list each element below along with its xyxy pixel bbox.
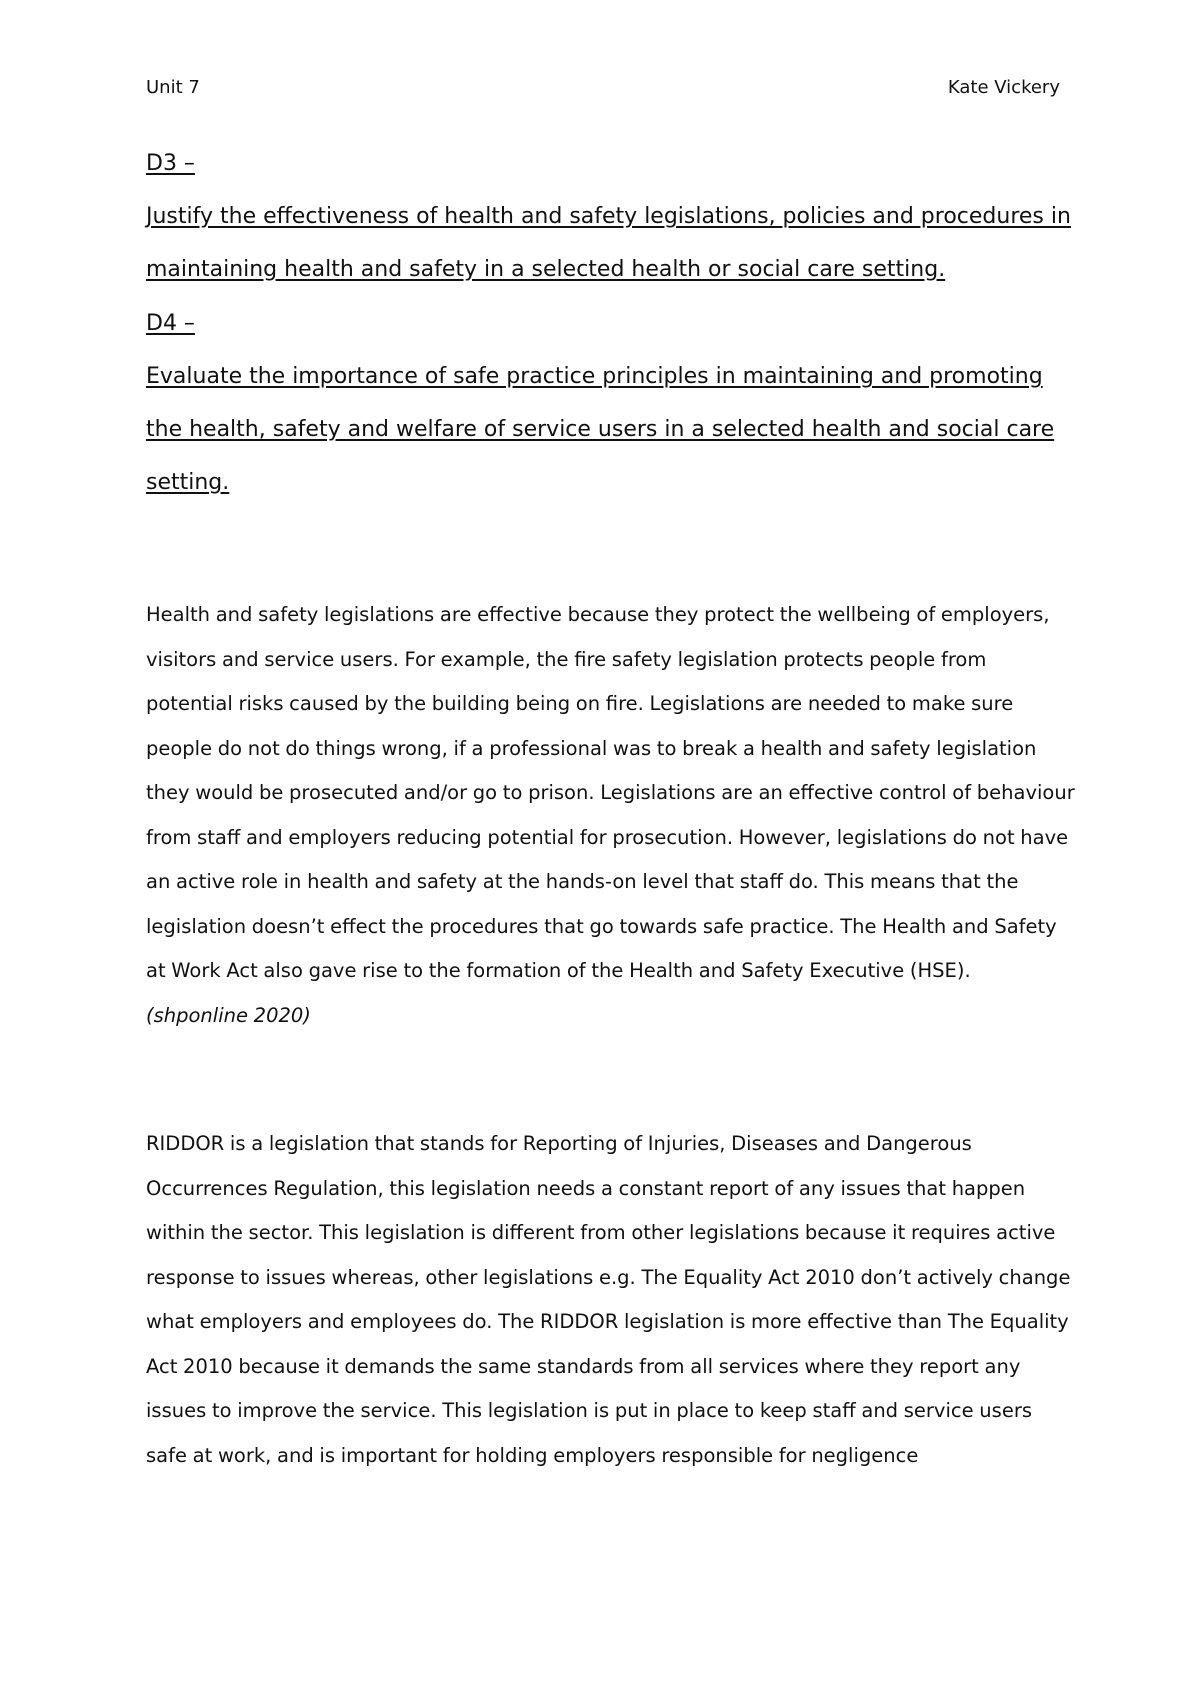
paragraph-text: Health and safety legislations are effective because they protect the wellbeing of employers, visitors and service users. For example, the fire safety legislation protects people from potential risks caused by the building being on fire. Legislations are needed to make sure people do not do things wrong, if a professional was to break a health and safety legislation they would be prosecuted and/or go to prison. Legislations are an effective control of behaviour from staff and employers reducing potential for prosecution. However, legislations do not have an active role in health and safety at the hands-on level that staff do. This means that the legislation doesn’t effect the procedures that go towards safe practice. The Health and Safety at Work Act also gave rise to the formation of the Health and Safety Executive (HSE).: [146, 603, 1075, 982]
paragraph-text: RIDDOR is a legislation that stands for Reporting of Injuries, Diseases and Dangerous Occurrences Regulation, this legislation needs a constant report of any issues that happen within the sector. This legislation is different from other legislations because it requires active response to issues whereas, other legislations e.g. The Equality Act 2010 don’t actively change what employers and employees do. The RIDDOR legislation is more effective than The Equality Act 2010 because it demands the same standards from all services where they report any issues to improve the service. This legislation is put in place to keep staff and service users safe at work, and is important for holding employers responsible for negligence: [146, 1132, 1071, 1467]
document-body: [146, 144, 1076, 1478]
page-header: [146, 74, 1060, 102]
criterion-d4-label: D4 –: [146, 311, 195, 336]
citation: (shponline 2020): [146, 1003, 311, 1027]
criterion-d4-task: Evaluate the importance of safe practice principles in maintaining and promoting the health, safety and welfare of service users in a selected health and social care setting.: [146, 364, 1055, 495]
header-unit: Unit 7: [146, 77, 200, 98]
criterion-d3-label: D3 –: [146, 151, 195, 176]
criterion-d3-task: Justify the effectiveness of health and safety legislations, policies and procedures in maintaining health and safety in a selected health or social care setting.: [146, 204, 1071, 282]
header-author: Kate Vickery: [947, 77, 1060, 98]
paragraph-legislation-effectiveness: [146, 593, 1076, 1038]
paragraph-riddor: [146, 1122, 1076, 1478]
